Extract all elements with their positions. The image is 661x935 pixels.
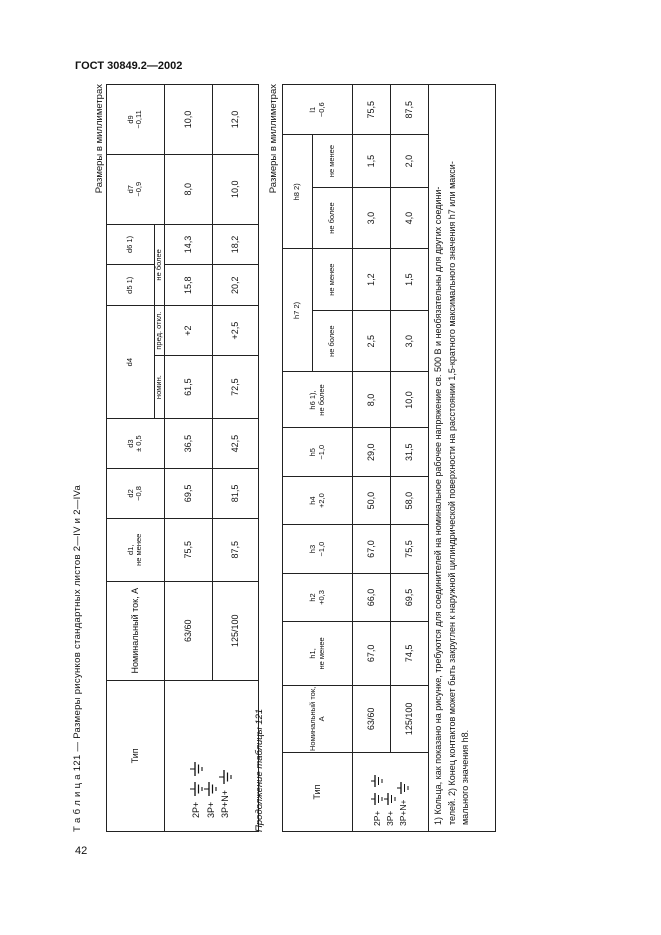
- table-cell: 1,5: [391, 249, 429, 311]
- earth-symbol-icon: [397, 781, 410, 795]
- type-2p: 2P+: [371, 810, 382, 826]
- th-d4-nom: номин.: [155, 356, 165, 419]
- th-d6: d6 1): [107, 224, 155, 265]
- table-cell: 69,5: [164, 469, 212, 519]
- th-l1: l1 −0,6: [283, 85, 353, 135]
- th-h7: h7 2): [283, 249, 313, 372]
- table-cell: 20,2: [212, 265, 258, 306]
- footnote-line: 1) Кольца, как показано на рисунке, требуются для соединителей на номинальное рабочее напряжение св. 500 В и необязательны для других соедини-: [433, 186, 443, 825]
- th-h8: h8 2): [283, 135, 313, 249]
- table-cell: 125/100: [212, 581, 258, 680]
- type-3p: 3P+: [384, 810, 395, 826]
- footnote-line: мального значения h8.: [460, 729, 470, 825]
- document-header: ГОСТ 30849.2—2002: [75, 60, 183, 72]
- table-cell: 50,0: [353, 476, 391, 524]
- th-type: Тип: [283, 753, 353, 832]
- table-cell: 69,5: [391, 573, 429, 621]
- th-type: Тип: [107, 680, 165, 831]
- table-cell: 87,5: [391, 85, 429, 135]
- th-h8-max: не более: [313, 187, 353, 249]
- table-cell: 74,5: [391, 622, 429, 685]
- table-cell: 31,5: [391, 428, 429, 476]
- table-cell: 42,5: [212, 419, 258, 469]
- type-2p: 2P+: [191, 801, 202, 818]
- footnote-line: телей. 2) Конец контактов может быть закруглен к наружной цилиндрической поверхности на расстоянии 1,5-кратного максимального значения h7 или макси-: [446, 161, 457, 825]
- table-cell: 8,0: [164, 154, 212, 224]
- earth-symbol-icon: [190, 781, 204, 797]
- table-cell: 10,0: [391, 372, 429, 428]
- table-cell: 10,0: [212, 154, 258, 224]
- earth-symbol-icon: [190, 761, 204, 777]
- table-cell: +2,5: [212, 306, 258, 356]
- table-cell: 12,0: [212, 85, 258, 155]
- table-cell: 8,0: [353, 372, 391, 428]
- th-h2: h2 +0,3: [283, 573, 353, 621]
- table-cell: 72,5: [212, 356, 258, 419]
- table-cell: 63/60: [353, 685, 391, 753]
- table-cell: 36,5: [164, 419, 212, 469]
- table-cell: 3,0: [353, 187, 391, 249]
- table-cell: 2,5: [353, 310, 391, 372]
- table-cell: 67,0: [353, 525, 391, 573]
- footnotes: [429, 85, 496, 832]
- table-cell: 67,0: [353, 622, 391, 685]
- table-cell: 18,2: [212, 224, 258, 265]
- units-note: Размеры в миллиметрах: [94, 84, 105, 194]
- type-cell: [353, 753, 429, 832]
- th-d5: d5 1): [107, 265, 155, 306]
- table-121-continued: [282, 84, 496, 832]
- continuation-caption: Продолжение таблицы 121: [254, 708, 265, 832]
- table-cell: 75,5: [164, 518, 212, 581]
- type-3pn: 3P+N+: [398, 799, 409, 826]
- th-h4: h4 +2,0: [283, 476, 353, 524]
- table-cell: 87,5: [212, 518, 258, 581]
- table-cell: +2: [164, 306, 212, 356]
- table-cell: 29,0: [353, 428, 391, 476]
- table-cell: 61,5: [164, 356, 212, 419]
- table-cell: 1,2: [353, 249, 391, 311]
- table-cell: 3,0: [391, 310, 429, 372]
- th-h7-min: не менее: [313, 249, 353, 311]
- table-121-continued-block: [254, 84, 470, 832]
- earth-symbol-icon: [384, 792, 397, 806]
- table-cell: 58,0: [391, 476, 429, 524]
- th-d2: d2 −0,8: [107, 469, 165, 519]
- table-cell: 63/60: [164, 581, 212, 680]
- th-h8-min: не менее: [313, 135, 353, 187]
- units-note: Размеры в миллиметрах: [268, 84, 279, 194]
- th-d9: d9 −0,11: [107, 85, 165, 155]
- earth-symbol-icon: [204, 781, 218, 797]
- table-cell: 1,5: [353, 135, 391, 187]
- table-cell: 4,0: [391, 187, 429, 249]
- table-cell: 66,0: [353, 573, 391, 621]
- th-d4: d4: [107, 306, 155, 419]
- table-cell: 15,8: [164, 265, 212, 306]
- table-cell: 14,3: [164, 224, 212, 265]
- th-h5: h5 −1,0: [283, 428, 353, 476]
- table-cell: 10,0: [164, 85, 212, 155]
- earth-symbol-icon: [219, 769, 233, 785]
- earth-symbol-icon: [371, 774, 384, 788]
- th-d5-d6-sub: не более: [155, 224, 165, 306]
- table-121: [106, 84, 259, 832]
- type-3pn: 3P+N+: [220, 789, 231, 818]
- th-current: Номинальный ток, А: [107, 581, 165, 680]
- table-cell: 125/100: [391, 685, 429, 753]
- type-cell: [164, 680, 258, 831]
- earth-symbol-icon: [371, 792, 384, 806]
- th-h7-max: не более: [313, 310, 353, 372]
- table-cell: 2,0: [391, 135, 429, 187]
- table-cell: 81,5: [212, 469, 258, 519]
- th-current: Номинальный ток, А: [283, 685, 353, 753]
- th-d1: d1, не менее: [107, 518, 165, 581]
- th-d3: d3 ± 0,5: [107, 419, 165, 469]
- th-d4-dev: пред. откл.: [155, 306, 165, 356]
- type-3p: 3P+: [205, 801, 216, 818]
- table-cell: 75,5: [353, 85, 391, 135]
- th-h3: h3 −1,0: [283, 525, 353, 573]
- table-121-block: [72, 84, 252, 832]
- table-cell: 75,5: [391, 525, 429, 573]
- th-h1: h1, не менее: [283, 622, 353, 685]
- table-caption: Т а б л и ц а 121 — Размеры рисунков стандартных листов 2—IV и 2—IVa: [72, 484, 83, 832]
- th-d7: d7 −0,9: [107, 154, 165, 224]
- page-number: 42: [75, 845, 88, 857]
- th-h6: h6 1), не более: [283, 372, 353, 428]
